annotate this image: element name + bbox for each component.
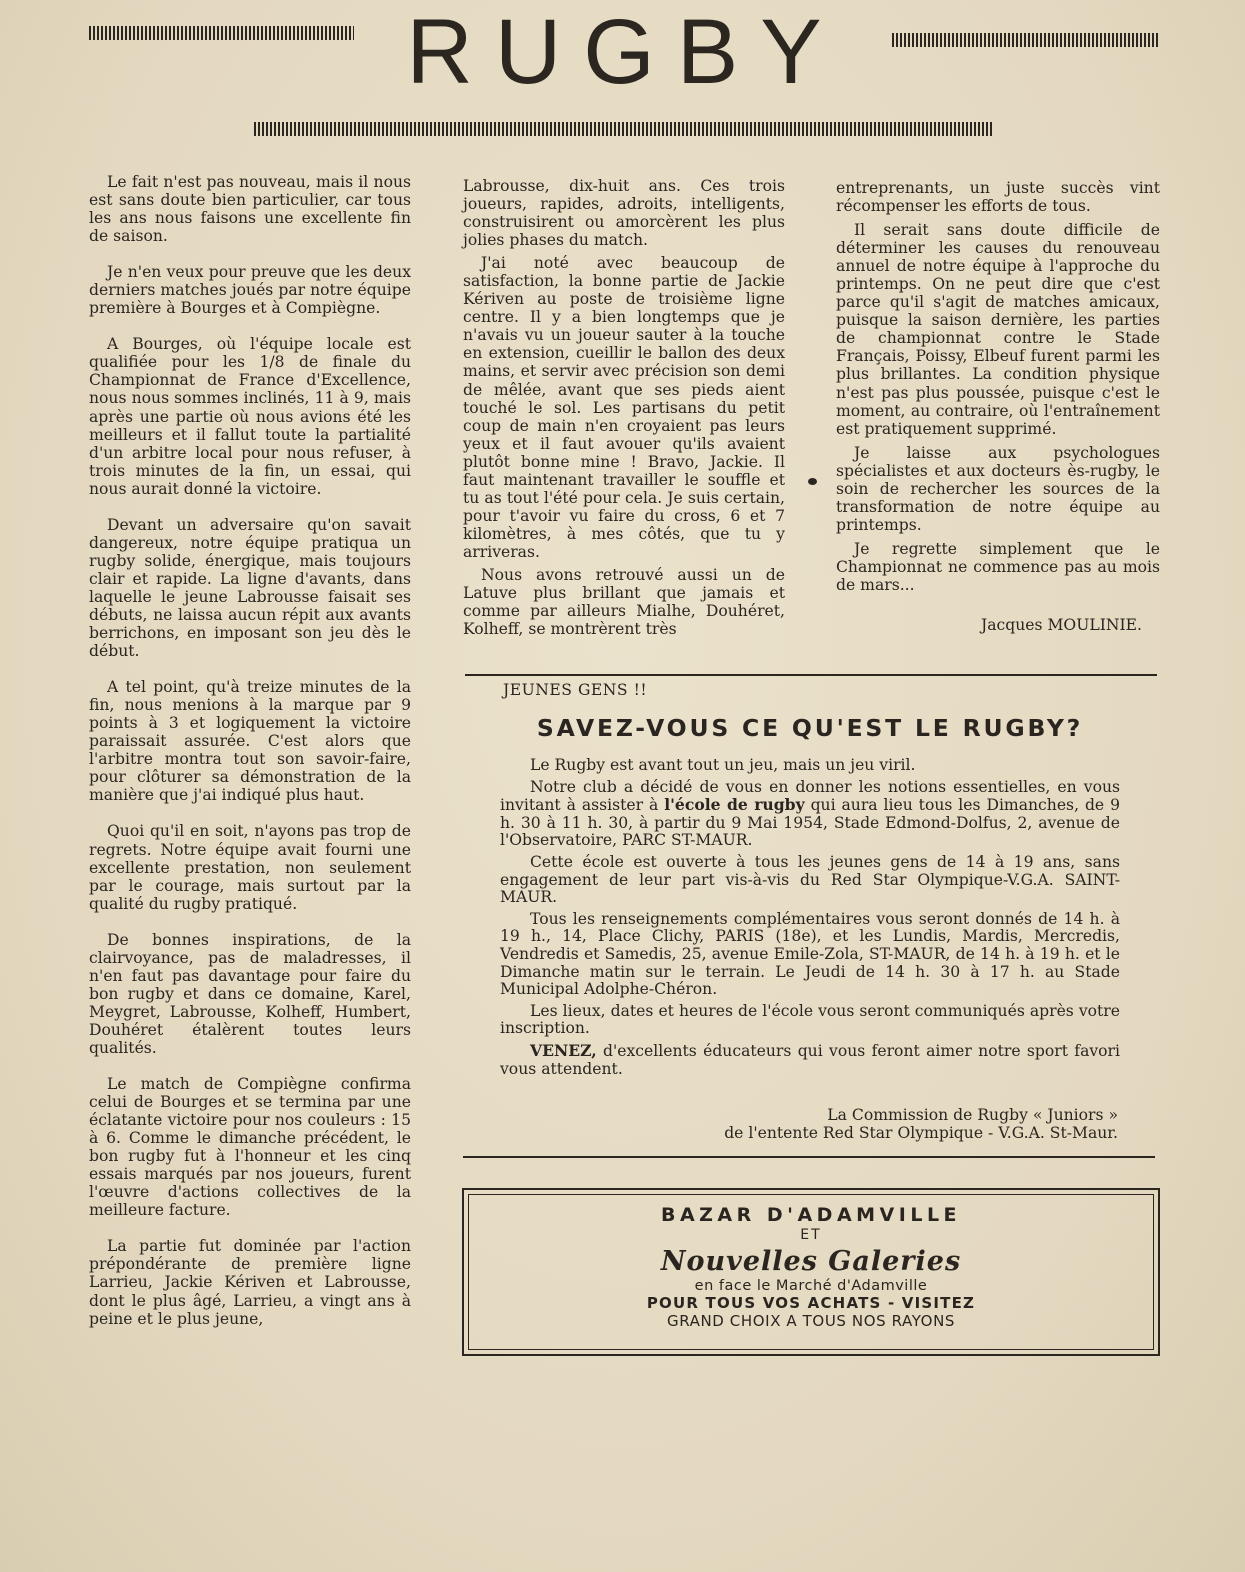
divider-top: [465, 674, 1157, 676]
ad-brand: Nouvelles Galeries: [660, 1246, 962, 1277]
article-column-1: [89, 173, 411, 1346]
paragraph: A Bourges, où l'équipe locale est qualifiée pour les 1/8 de finale du Championnat de France d'Excellence, nous nous sommes inclinés, 11 à 9, mais après une partie où nous avions été les meilleurs et il fallut toute la partialité d'un arbitre local pour nous refuser, à trois minutes de la fin, un essai, qui nous aurait donné la victoire.: [89, 335, 411, 498]
paragraph: Le match de Compiègne confirma celui de Bourges et se termina par une éclatante victoire pour nos couleurs : 15 à 6. Comme le dimanche précédent, le bon rugby fut à l'honneur et les cinq essais marqués par nos joueurs, furent l'œuvre d'actions collectives de la meilleure facture.: [89, 1075, 411, 1220]
paragraph: Je regrette simplement que le Championnat ne commence pas au mois de mars...: [836, 539, 1160, 594]
notice-headline: SAVEZ-VOUS CE QU'EST LE RUGBY?: [536, 714, 1084, 742]
paragraph: Le fait n'est pas nouveau, mais il nous est sans doute bien particulier, car tous les ans nous faisons une excellente fin de saison.: [89, 173, 411, 246]
paragraph: entreprenants, un juste succès vint récompenser les efforts de tous.: [836, 179, 1160, 216]
signature-line: de l'entente Red Star Olympique - V.G.A. St-Maur.: [724, 1124, 1118, 1142]
ad-store-name: BAZAR D'ADAMVILLE: [660, 1204, 962, 1226]
paragraph: Je n'en veux pour preuve que les deux derniers matches joués par notre équipe première à Bourges et à Compiègne.: [89, 263, 411, 318]
paragraph: De bonnes inspirations, de la clairvoyance, pas de maladresses, il n'en faut pas davantage pour faire du bon rugby et dans ce domaine, Karel, Meygret, Labrousse, Kolheff, Humbert, Douhéret étalèrent toutes leurs qualités.: [89, 930, 411, 1057]
text-run: Notre club a décidé de vous en donner les notions essentielles, en vous invitant à assister à: [500, 777, 1120, 815]
paragraph: Tous les renseignements complémentaires vous seront donnés de 14 h. à 19 h., 14, Place Clichy, PARIS (18e), et les Lundis, Mardis, Mercredis, Vendredis et Samedis, 25, avenue Emile-Zola, ST-MAUR, de 14 h. à 19 h. et le Dimanche matin sur le terrain. Le Jeudi de 14 h. 30 à 17 h. au Stade Municipal Adolphe-Chéron.: [500, 909, 1120, 999]
page-title: RUGBY: [406, 1, 844, 103]
advertisement: [462, 1188, 1160, 1356]
paragraph: Nous avons retrouvé aussi un de Latuve plus brillant que jamais et comme par ailleurs Mialhe, Douhéret, Kolheff, se montrèrent très: [463, 565, 785, 639]
notice-body: [500, 757, 1120, 1082]
text-run: VENEZ,: [530, 1040, 597, 1060]
notice-signature: [724, 1106, 1118, 1142]
paragraph: [500, 1042, 1120, 1078]
paragraph: Il serait sans doute difficile de déterminer les causes du renouveau annuel de notre équipe à l'approche du printemps. On ne peut dire que c'est parce qu'il s'agit de matches amicaux, puisque la saison dernière, les parties de championnat contre le Stade Français, Poissy, Elbeuf furent parmi les plus brillantes. La condition physique n'est pas plus poussée, puisque c'est le moment, au contraire, où l'entraînement est pratiquement supprimé.: [836, 221, 1160, 438]
article-column-3: [836, 179, 1160, 640]
ad-location: en face le Marché d'Adamville: [694, 1278, 928, 1294]
masthead-ornament-bottom: [254, 122, 994, 136]
article-signature: Jacques MOULINIE.: [980, 616, 1142, 635]
ink-dot: [808, 478, 817, 485]
paragraph: Cette école est ouverte à tous les jeunes gens de 14 à 19 ans, sans engagement de leur part vis-à-vis du Red Star Olympique-V.G.A. SAINT-MAUR.: [500, 852, 1120, 907]
paragraph: Le Rugby est avant tout un jeu, mais un jeu viril.: [530, 756, 916, 774]
school-name: l'école de rugby: [664, 795, 805, 815]
article-column-2: [463, 177, 785, 643]
masthead-ornament-left: [89, 26, 354, 40]
notice-kicker: JEUNES GENS !!: [503, 681, 648, 699]
text-run: d'excellents éducateurs qui vous feront aimer notre sport favori vous attendent.: [500, 1041, 1120, 1078]
paragraph: Je laisse aux psychologues spécialistes et aux docteurs ès-rugby, le soin de rechercher les sources de la transformation de notre équipe au printemps.: [836, 443, 1160, 534]
ad-slogan: GRAND CHOIX A TOUS NOS RAYONS: [666, 1312, 956, 1330]
paragraph: Devant un adversaire qu'on savait dangereux, notre équipe pratiqua un rugby solide, énergique, mais toujours clair et rapide. La ligne d'avants, dans laquelle le jeune Labrousse faisait ses débuts, ne laissa aucun répit aux avants berrichons, en imposant son jeu dès le début.: [89, 515, 411, 661]
signature-line: La Commission de Rugby « Juniors »: [827, 1106, 1118, 1124]
paragraph: [500, 779, 1120, 850]
paragraph: Quoi qu'il en soit, n'ayons pas trop de regrets. Notre équipe avait fourni une excellente prestation, non seulement par le courage, mais surtout par la qualité du rugby pratiqué.: [89, 822, 411, 913]
advertisement-frame: [468, 1194, 1154, 1350]
text-run: qui aura lieu tous les Dimanches, de 9 h. 30 à 11 h. 30, à partir du 9 Mai 1954, Stade Edmond-Dolfus, 2, avenue de l'Observatoire, PARC ST-MAUR.: [500, 796, 1120, 850]
paragraph: A tel point, qu'à treize minutes de la fin, nous menions à la marque par 9 points à 3 et logiquement la victoire paraissait assurée. C'est alors que l'arbitre montra tout son savoir-faire, pour clôturer sa démonstration de la manière que j'ai indiqué plus haut.: [89, 678, 411, 805]
paragraph: Les lieux, dates et heures de l'école vous seront communiqués après votre inscription.: [500, 1001, 1120, 1038]
ad-connector: ET: [800, 1227, 822, 1243]
paragraph: La partie fut dominée par l'action prépondérante de première ligne Larrieu, Jackie Kériven et Labrousse, dont le plus âgé, Larrieu, a vingt ans à peine et le plus jeune,: [89, 1237, 411, 1328]
paragraph: J'ai noté avec beaucoup de satisfaction, la bonne partie de Jackie Kériven au poste de troisième ligne centre. Il y a bien longtemps que je n'avais vu un joueur sauter à la touche en extension, cueillir le ballon des deux mains, et servir avec précision son demi de mêlée, avant que ses pieds aient touché le sol. Les partisans du petit coup de main n'en croyaient pas leurs yeux et il faut avouer qu'ils avaient plutôt bonne mine ! Bravo, Jackie. Il faut maintenant travailler le souffle et tu as tout l'été pour cela. Je suis certain, pour t'avoir vu faire du cross, 6 et 7 kilomètres, à mes côtés, que tu y arriveras.: [463, 254, 785, 561]
ad-tagline: POUR TOUS VOS ACHATS - VISITEZ: [646, 1294, 976, 1312]
masthead-ornament-right: [892, 33, 1160, 47]
paragraph: Labrousse, dix-huit ans. Ces trois joueurs, rapides, adroits, intelligents, construisirent ou amorcèrent les plus jolies phases du match.: [463, 177, 785, 250]
divider-bottom: [463, 1156, 1155, 1158]
